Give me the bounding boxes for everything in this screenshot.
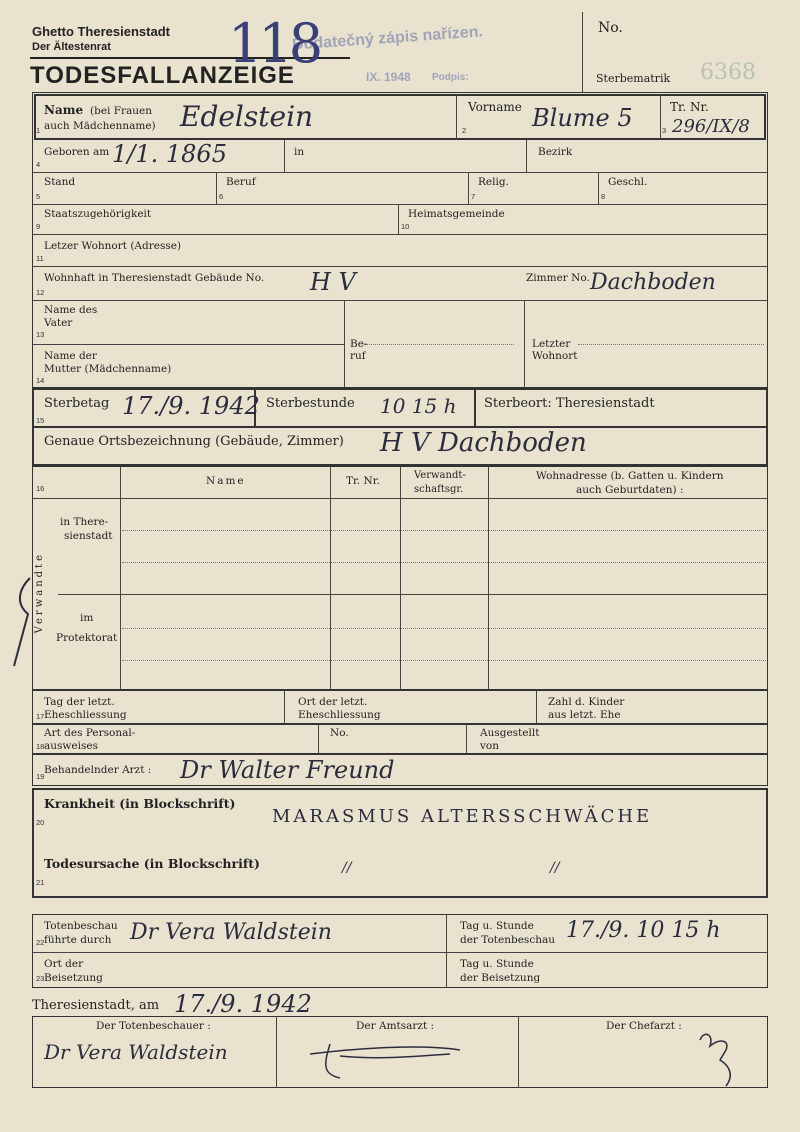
registration-stamp: Dodatečný zápis nařízen. (291, 23, 484, 54)
ursache-ditto-1: // (342, 860, 352, 876)
beisetzung-tag-2: der Beisetzung (460, 972, 541, 984)
amtsarzt-signature (300, 1034, 470, 1084)
parents-beruf-label-1: Be- (350, 338, 368, 350)
tr-label: Tr. Nr. (670, 100, 709, 114)
ausweis-no: No. (330, 727, 349, 739)
ursache-label: Todesursache (in Blockschrift) (44, 856, 260, 871)
heimat-label: Heimatsgemeinde (408, 208, 505, 220)
stamp-number: 118 (228, 12, 320, 75)
org-name: Ghetto Theresienstadt (32, 24, 170, 39)
mutter-label-1: Name der (44, 350, 97, 362)
in-theresienstadt-1: in There- (60, 516, 109, 528)
ehe-zahl-2: aus letzt. Ehe (548, 709, 621, 721)
beisetzung-tag-1: Tag u. Stunde (460, 958, 534, 970)
wohnort-label: Letzer Wohnort (Adresse) (44, 240, 182, 252)
tr-value: 296/IX/8 (672, 116, 750, 137)
stamp-date: IX. 1948 (366, 70, 411, 84)
mutter-label-2: Mutter (Mädchenname) (44, 363, 172, 375)
vorname-label: Vorname (468, 100, 522, 114)
protektorat-label: Protektorat (56, 632, 118, 644)
totenbeschau-tag-2: der Totenbeschau (460, 934, 555, 946)
marriage-row (32, 690, 768, 724)
sterbestunde-value: 10 15 h (380, 394, 457, 418)
ausweis-ausg-1: Ausgestellt (480, 727, 540, 739)
totenbeschau-label-1: Totenbeschau (44, 920, 118, 932)
stand-label: Stand (44, 176, 76, 188)
im-label: im (80, 612, 94, 624)
wohnhaft-label: Wohnhaft in Theresienstadt Gebäude No. (44, 272, 265, 284)
form-title: TODESFALLANZEIGE (30, 62, 295, 89)
relatives-col-name: Name (206, 475, 246, 487)
letzter-label-1: Letzter (532, 338, 571, 350)
zimmer-label: Zimmer No. (526, 272, 590, 284)
totenbeschau-tag-1: Tag u. Stunde (460, 920, 534, 932)
letzter-label-2: Wohnort (532, 350, 578, 362)
sterbestunde-label: Sterbestunde (266, 396, 355, 411)
ehe-tag-2: Eheschliessung (44, 709, 127, 721)
ortsbezeichnung-value: H V Dachboden (380, 428, 587, 458)
name-sublabel-1: (bei Frauen (90, 105, 153, 117)
beisetzung-ort-1: Ort der (44, 958, 84, 970)
ehe-zahl-1: Zahl d. Kinder (548, 696, 625, 708)
krankheit-label: Krankheit (in Blockschrift) (44, 796, 236, 811)
geboren-label: Geboren am (44, 146, 110, 158)
arzt-value: Dr Walter Freund (180, 756, 395, 784)
relig-label: Relig. (478, 176, 509, 188)
sterbetag-value: 17./9. 1942 (122, 392, 260, 420)
sterbetag-label: Sterbetag (44, 396, 110, 411)
relatives-col-wohn-2: auch Geburtdaten) : (576, 484, 684, 496)
staat-label: Staatszugehörigkeit (44, 208, 152, 220)
relatives-side-label: Verwandte (34, 552, 45, 634)
place-date-value: 17./9. 1942 (174, 990, 312, 1018)
bezirk-label: Bezirk (538, 146, 573, 158)
sterbematrik-value: 6368 (700, 60, 756, 85)
chefarzt-signature (690, 1020, 750, 1090)
zimmer-value: Dachboden (590, 270, 716, 295)
totenbeschau-tag-value: 17./9. 10 15 h (566, 918, 721, 943)
geboren-value: 1/1. 1865 (112, 140, 227, 168)
relatives-scribble (10, 570, 38, 670)
amtsarzt-label: Der Amtsarzt : (356, 1020, 435, 1032)
in-label: in (294, 146, 305, 158)
relatives-col-tr: Tr. Nr. (346, 475, 380, 487)
totenbeschauer-signature: Dr Vera Waldstein (44, 1040, 228, 1064)
vorname-value: Blume 5 (532, 104, 633, 132)
vater-label-2: Vater (44, 317, 73, 329)
beisetzung-ort-2: Beisetzung (44, 972, 103, 984)
ausweis-row (32, 724, 768, 754)
name-sublabel-2: auch Mädchenname) (44, 120, 156, 132)
stamp-signature-label: Podpis: (432, 72, 469, 83)
relatives-col-verw-1: Verwandt- (414, 470, 466, 481)
totenbeschau-value: Dr Vera Waldstein (130, 920, 332, 945)
relatives-col-verw-2: schaftsgr. (414, 484, 464, 495)
krankheit-value: MARASMUS ALTERSSCHWÄCHE (272, 806, 653, 827)
name-label: Name (44, 103, 84, 117)
no-label: No. (598, 20, 623, 36)
org-council: Der Ältestenrat (32, 41, 111, 53)
wohnhaft-value: H V (310, 268, 356, 296)
parents-beruf-label-2: ruf (350, 350, 366, 362)
ausweis-ausg-2: von (480, 740, 500, 752)
totenbeschau-label-2: führte durch (44, 934, 112, 946)
arzt-label: Behandelnder Arzt : (44, 764, 152, 776)
ausweis-art-1: Art des Personal- (44, 727, 136, 739)
ehe-ort-2: Eheschliessung (298, 709, 381, 721)
name-row (34, 94, 766, 140)
sterbematrik-label: Sterbematrik (596, 72, 671, 85)
relatives-col-wohn-1: Wohnadresse (b. Gatten u. Kindern (536, 470, 724, 482)
sterbeort-label: Sterbeort: Theresienstadt (484, 396, 655, 411)
ehe-tag-1: Tag der letzt. (44, 696, 115, 708)
vater-label-1: Name des (44, 304, 98, 316)
totenbeschauer-label: Der Totenbeschauer : (96, 1020, 211, 1032)
ortsbezeichnung-label: Genaue Ortsbezeichnung (Gebäude, Zimmer) (44, 434, 344, 449)
ehe-ort-1: Ort der letzt. (298, 696, 368, 708)
geschl-label: Geschl. (608, 176, 648, 188)
beruf-label: Beruf (226, 176, 256, 188)
place-date-label: Theresienstadt, am (32, 998, 160, 1013)
ausweis-art-2: ausweises (44, 740, 98, 752)
in-theresienstadt-2: sienstadt (64, 530, 113, 542)
surname-value: Edelstein (180, 100, 314, 133)
ursache-ditto-2: // (550, 860, 560, 876)
chefarzt-label: Der Chefarzt : (606, 1020, 682, 1032)
